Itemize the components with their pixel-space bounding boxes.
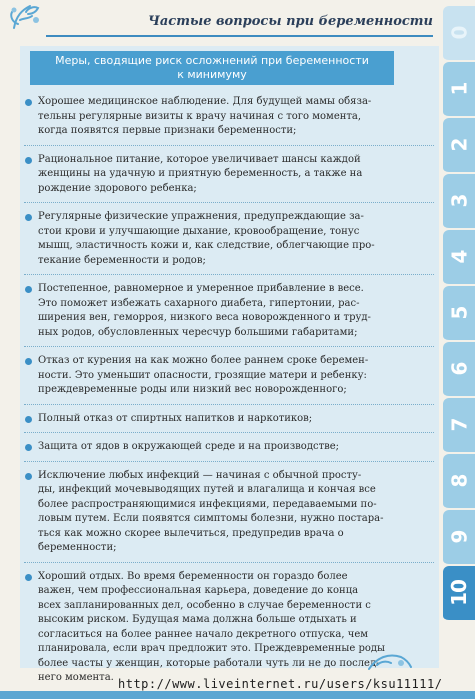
chapter-tab-label: 0	[446, 26, 471, 40]
bullet-icon	[25, 358, 32, 365]
chapter-tab-0[interactable]	[443, 6, 475, 62]
list-item-line: ды, инфекций мочевыводящих путей и влагалища и кончая все	[38, 484, 376, 495]
bullet-icon	[25, 214, 32, 221]
list-item	[24, 145, 434, 197]
list-item-line: Регулярные физические упражнения, предупреждающие за-	[38, 211, 364, 222]
watermark-url: http://www.liveinternet.ru/users/ksu11111/	[118, 677, 443, 691]
chapter-tab-label: 5	[446, 306, 471, 320]
footer-floral-icon	[365, 649, 413, 673]
page-header	[0, 0, 475, 40]
measures-list	[24, 95, 434, 686]
chapter-tab-label: 7	[446, 418, 471, 432]
list-item-line: рождение здорового ребенка;	[38, 182, 197, 194]
chapter-tab-label: 8	[446, 474, 471, 488]
chapter-tab-9[interactable]	[443, 510, 475, 566]
list-item	[24, 404, 434, 427]
list-item-line: Исключение любых инфекций — начиная с обычной просту-	[38, 469, 362, 481]
chapter-tab-strip	[437, 6, 475, 666]
floral-ornament-icon	[6, 2, 46, 32]
list-item	[24, 274, 434, 340]
list-item-line: важен, чем профессиональная карьера, доведение до конца	[38, 585, 359, 596]
list-item-line: ности. Это уменьшит опасности, грозящие матери и ребенку:	[38, 369, 367, 381]
list-item-line: него момента.	[38, 672, 114, 683]
bullet-icon	[25, 286, 32, 293]
panel-heading-line1: Меры, сводящие риск осложнений при беременности	[55, 54, 369, 67]
list-item-line: тельны регулярные визиты к врачу начиная с того момента,	[38, 110, 362, 122]
chapter-tab-label: 9	[446, 530, 471, 544]
list-item-line: более часты у женщин, которые работали чуть ли не до послед-	[38, 657, 380, 669]
list-item-line: женщины на удачную и приятную беременность, а также на	[38, 168, 363, 179]
bullet-icon	[25, 99, 32, 106]
chapter-tab-label: 6	[446, 362, 471, 376]
list-item-line: всех запланированных дел, особенно в случае беременности с	[38, 599, 371, 611]
list-item-line: Хорошее медицинское наблюдение. Для будущей мамы обяза-	[38, 96, 372, 107]
list-item-line: Постепенное, равномерное и умеренное прибавление в весе.	[38, 283, 364, 294]
list-item-line: ловым путем. Если появятся симптомы болезни, нужно постара-	[38, 513, 384, 524]
chapter-tab-4[interactable]	[443, 230, 475, 286]
list-item	[24, 432, 434, 455]
list-item-line: преждевременные роды или низкий вес новорожденного;	[38, 384, 347, 395]
panel-heading-line2: к минимуму	[177, 68, 247, 81]
list-item	[24, 202, 434, 268]
list-item-line: беременности;	[38, 542, 117, 553]
list-item-line: мышц, эластичность кожи и, как следствие, облегчающие про-	[38, 240, 375, 251]
bullet-icon	[25, 574, 32, 581]
list-item-line: Полный отказ от спиртных напитков и наркотиков;	[38, 412, 313, 424]
list-item-line: Отказ от курения на как можно более раннем сроке беремен-	[38, 355, 369, 366]
bullet-icon	[25, 157, 32, 164]
bullet-icon	[25, 444, 32, 451]
chapter-tab-label: 10	[447, 580, 471, 606]
list-item	[24, 461, 434, 556]
chapter-tab-2[interactable]	[443, 118, 475, 174]
list-item-line: Это поможет избежать сахарного диабета, гипертонии, рас-	[38, 297, 360, 309]
chapter-tab-7[interactable]	[443, 398, 475, 454]
header-rule	[46, 35, 433, 37]
chapter-tab-10[interactable]	[443, 566, 475, 622]
list-item-line: высоким риском. Будущая мама должна больше отдыхать и	[38, 614, 357, 625]
footer-strip	[0, 691, 475, 699]
list-item-line: ных родов, обусловленных чересчур большими габаритами;	[38, 326, 358, 338]
list-item-line: Рациональное питание, которое увеличивает шансы каждой	[38, 153, 361, 165]
panel-heading	[30, 51, 394, 85]
list-item-line: когда появятся первые признаки беременности;	[38, 125, 297, 136]
chapter-tab-label: 4	[446, 250, 471, 264]
list-item-line: стои крови и улучшающие дыхание, кровообращение, тонус	[38, 225, 360, 237]
chapter-tab-label: 1	[446, 82, 471, 96]
list-item-line: согласиться на более раннее начало декретного отпуска, чем	[38, 628, 369, 640]
chapter-tab-label: 3	[446, 194, 471, 208]
bullet-icon	[25, 473, 32, 480]
list-item-line: ться как можно скорее вылечиться, предупредив врача о	[38, 527, 344, 539]
running-header-title: Частые вопросы при беременности	[148, 14, 433, 29]
chapter-tab-3[interactable]	[443, 174, 475, 230]
chapter-tab-6[interactable]	[443, 342, 475, 398]
list-item-line: Защита от ядов в окружающей среде и на производстве;	[38, 441, 340, 452]
chapter-tab-5[interactable]	[443, 286, 475, 342]
list-item-line: ширения вен, геморроя, низкого веса новорожденного и труд-	[38, 312, 371, 323]
chapter-tab-label: 2	[446, 138, 471, 152]
list-item-line: Хороший отдых. Во время беременности он гораздо более	[38, 570, 348, 582]
chapter-tab-8[interactable]	[443, 454, 475, 510]
list-item-line: более распространяющимися инфекциями, передаваемыми по-	[38, 498, 377, 510]
list-item-line: планировала, если врач предложит это. Преждевременные роды	[38, 643, 385, 654]
list-item-line: текание беременности и родов;	[38, 254, 206, 266]
list-item	[24, 346, 434, 398]
chapter-tab-1[interactable]	[443, 62, 475, 118]
bullet-icon	[25, 416, 32, 423]
list-item	[24, 95, 434, 139]
